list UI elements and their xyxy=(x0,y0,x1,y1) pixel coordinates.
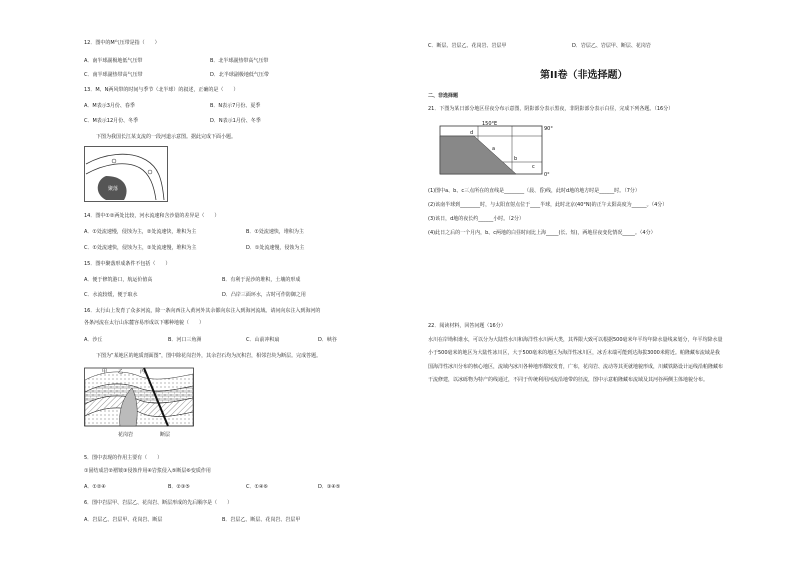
q21-stem: 21．下图为某日部分地区昼夜分布示意图，阴影部分表示黑夜，非阴影部分表示白昼，完成下列各题。（16分） xyxy=(428,106,674,112)
point-c-label: c xyxy=(532,164,535,170)
q14-option-b: B．①处流速快，堆积为主 xyxy=(246,229,304,235)
q5-option-a: A．①②④ xyxy=(84,484,106,490)
q12-option-b: B．北半球副热带高气压带 xyxy=(210,58,269,64)
q15-stem: 15．图中聚落形成条件不包括（ ） xyxy=(84,261,171,267)
q16-option-a: A．沙丘 xyxy=(84,337,103,343)
q16-option-c: C．山前冲积扇 xyxy=(246,337,280,343)
q13-option-c: C．M表示12月份、冬季 xyxy=(84,118,139,124)
river-figure xyxy=(84,146,168,202)
day-night-figure xyxy=(432,120,558,182)
q22-stem: 22．阅读材料，回答问题（16分） xyxy=(428,323,506,329)
q5-option-d: D．③④⑤ xyxy=(318,484,341,490)
q14-intro: 下图为我国长江某支流的一段河道示意图。据此完成下面小题。 xyxy=(96,134,237,140)
q14-option-a: A．①处流速慢，侵蚀为主，②处流速快，堆积为主 xyxy=(84,229,197,235)
q13-option-a: A．M表示3月份、春季 xyxy=(84,103,135,109)
q12-stem: 12．图中的M气压带是指（ ） xyxy=(84,40,160,46)
q21-sub1: (1)图中a、b、c三点所在的直线是________（晨、昏)线，此时d地的地方时是______时。（7分） xyxy=(428,188,640,194)
q21-sub3: (3)该日，d地的夜长约______小时。（2分） xyxy=(428,216,524,222)
q15-option-d: D．凸岸三面环水，古时可作防御之用 xyxy=(222,292,306,298)
section-ii-title: 第II卷（非选择题） xyxy=(540,70,628,81)
q16-stem-line2: 各条河流在太行山东麓容易形成以下哪种地貌（ ） xyxy=(84,320,205,326)
q17-intro: 下图为“某地区的地质剖面图”，图中除花岗岩外，其余岩石均为沉积岩，相邻岩块为断层。完成答题。 xyxy=(96,353,322,359)
q5-option-c: C．①④⑥ xyxy=(246,484,268,490)
q6-option-b: B．岩层乙、断层、花岗岩、岩层甲 xyxy=(222,517,301,523)
q16-option-d: D．峡谷 xyxy=(318,337,337,343)
q12-option-a: A．南半球副极地低气压带 xyxy=(84,58,143,64)
q12-option-c: C．南半球副热带高气压带 xyxy=(84,72,143,78)
q15-option-a: A．便于修筑港口，航运价值高 xyxy=(84,277,153,283)
q6-stem: 6．图中岩层甲、岩层乙、花岗岩、断层形成的先后顺序是（ ） xyxy=(84,500,233,506)
q14-stem: 14．图中①②两处比较，河水流速和含沙量的差异是（ ） xyxy=(84,213,220,219)
q16-option-b: B．河口三角洲 xyxy=(168,337,202,343)
q6-option-d: D．岩层乙、岩层甲、断层、花岗岩 xyxy=(572,43,651,49)
q13-option-b: B．N表示7月份、夏季 xyxy=(210,103,261,109)
q15-option-b: B．有利于泥沙的堆积，土壤的形成 xyxy=(222,277,301,283)
q22-passage: 水川在岸坳积谁水，可以分为大陆性水川和海洋性水川两大类，其界限大致可以根据500毫米年平均年降水量线来划分，年平均降水量小于500毫米的地区为大陆性冰川区，大于500毫米的地区为海洋性冰川区，冰舌末端可能到达海拔3000米附近。帕隆藏布流域是我国海洋性冰川分布的核心地区，流域内冰川各种地形都较发育，广布，花岗岩、流动等其更就地貌形成，川藏铁路设计运线沿帕隆藏布干流修建，以冰砾物为特产的线通过，不同于传统利用河流沿地带的径流，图中示意帕隆藏布流域及其河谷两侧主体地貌分布。 xyxy=(428,337,724,383)
q6-option-c: C．断层、岩层乙、花岗岩、岩层甲 xyxy=(428,43,507,49)
q5-option-b: B．②③⑤ xyxy=(168,484,190,490)
q14-option-c: C．①处流速快，侵蚀为主，②处流速慢，堆积为主 xyxy=(84,245,197,251)
q16-stem: 16．太行山上发育了众多河流，除一条向西注入黄河外其余都向东注入到海河流域。请问向东注入到海河的 xyxy=(84,308,321,314)
q5-stem: 5．图中表现的作用主要有（ ） xyxy=(84,455,163,461)
point-b-label: b xyxy=(514,156,518,162)
granite-label: 花岗岩 xyxy=(118,432,134,438)
settlement-label: 聚落 xyxy=(108,186,119,192)
geologic-section-figure xyxy=(84,366,194,442)
point-a-label: a xyxy=(492,146,496,152)
q13-stem: 13．M、N两风带的时间与季节（北半球）的叙述，正确的是（ ） xyxy=(84,87,239,93)
point-d-label: d xyxy=(470,130,474,136)
q5-items: ①固结成岩②褶皱③侵蚀作用④岩浆侵入⑤断层⑥变质作用 xyxy=(84,468,211,474)
layer-bing-label: 丙 xyxy=(140,369,146,375)
q14-option-d: D．①处流速慢，侵蚀为主 xyxy=(246,245,305,251)
q15-option-c: C．水流较缓，便于取水 xyxy=(84,292,138,298)
section-non-choice-heading: 二、非选择题 xyxy=(428,93,459,99)
q21-sub2: (2)该南半球到________时，与太阳直射点位于____半球，此时北京(40°N)的正午太阳高度为______。（4分） xyxy=(428,202,668,208)
fault-label: 断层 xyxy=(160,432,171,438)
q6-option-a: A．岩层乙、岩层甲、花岗岩、断层 xyxy=(84,517,163,523)
layer-jia-label: 甲 xyxy=(102,369,108,375)
q13-option-d: D．N表示1月份、冬季 xyxy=(210,118,261,124)
q12-option-d: D．北半球副极地低气压带 xyxy=(210,72,269,78)
lon-label: 150°E xyxy=(482,121,498,127)
q21-sub4: (4)此日之后的一个月内，b、c两地的白昼时间比上海_____(长、短)，两地昼夜变化情况_____。（4分） xyxy=(428,230,656,236)
lat-90-label: 90° xyxy=(544,126,553,132)
layer-yi-label: 乙 xyxy=(118,369,124,375)
lat-0-label: 0° xyxy=(544,172,550,178)
